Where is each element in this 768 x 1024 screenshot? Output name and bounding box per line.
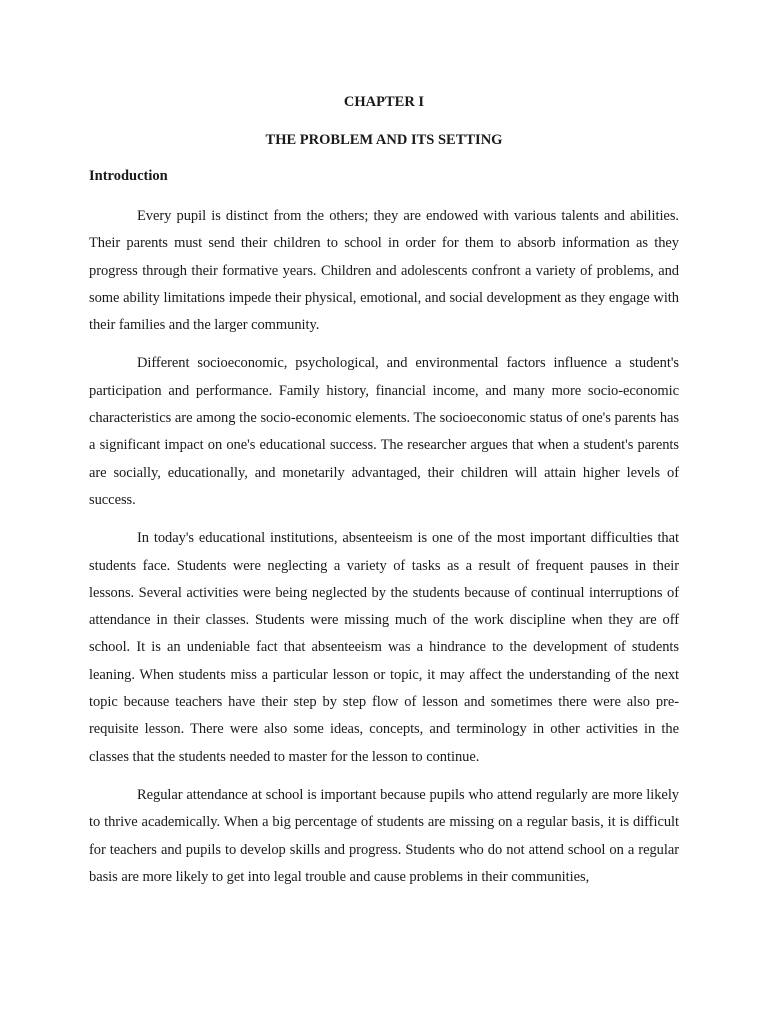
body-text: [89, 203, 679, 902]
chapter-title: THE PROBLEM AND ITS SETTING: [265, 132, 503, 148]
paragraph: Every pupil is distinct from the others; they are endowed with various talents and abilities. Their parents must send their children to school in order for them to absorb information as they progress through their formative years. Children and adolescents confront a variety of problems, and some ability limitations impede their physical, emotional, and social development as they engage with their families and the larger community.: [89, 208, 679, 334]
paragraph: In today's educational institutions, absenteeism is one of the most important difficulties that students face. Students were neglecting a variety of tasks as a result of frequent pauses in their lessons. Several activities were being neglected by the students because of continual interruptions of attendance in their classes. Students were missing much of the work discipline when they are off school. It is an undeniable fact that absenteeism was a hindrance to the development of students leaning. When students miss a particular lesson or topic, it may affect the understanding of the next topic because teachers have their step by step flow of lesson and sometimes there were also pre-requisite lesson. There were also some ideas, concepts, and terminology in other activities in the classes that the students needed to master for the lesson to continue.: [89, 530, 679, 765]
paragraph: Regular attendance at school is important because pupils who attend regularly are more likely to thrive academically. When a big percentage of students are missing on a regular basis, it is difficult for teachers and pupils to develop skills and progress. Students who do not attend school on a regular basis are more likely to get into legal trouble and cause problems in their communities,: [89, 786, 679, 885]
section-heading: Introduction: [89, 168, 168, 184]
chapter-label: CHAPTER I: [343, 94, 425, 110]
paragraph: Different socioeconomic, psychological, and environmental factors influence a student's participation and performance. Family history, financial income, and many more socio-economic characteristics are among the socio-economic elements. The socioeconomic status of one's parents has a significant impact on one's educational success. The researcher argues that when a student's parents are socially, educationally, and monetarily advantaged, their children will attain higher levels of success.: [89, 355, 679, 508]
